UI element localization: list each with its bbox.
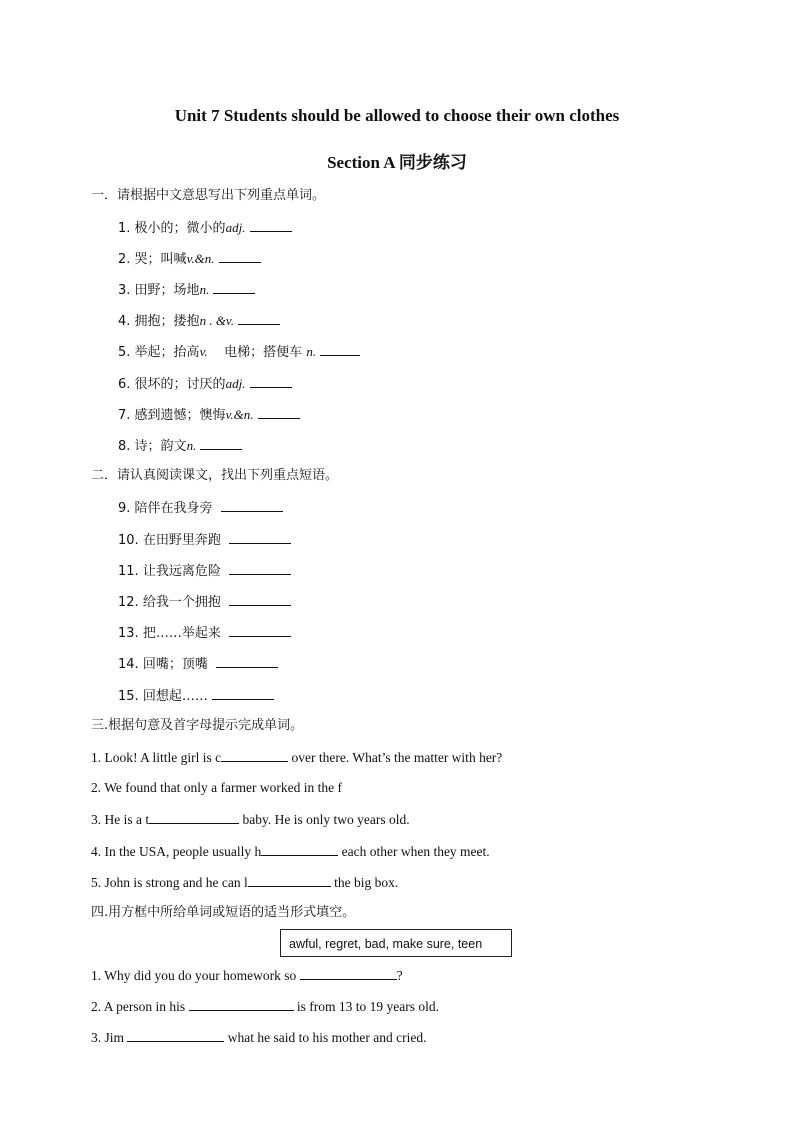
- answer-blank[interactable]: [229, 562, 291, 575]
- part1-item-3: 3. 田野；场地n.: [118, 281, 255, 299]
- part3-heading: 三.根据句意及首字母提示完成单词。: [91, 718, 304, 733]
- answer-blank[interactable]: [229, 593, 291, 606]
- part2-item-10: 10. 在田野里奔跑: [118, 531, 291, 549]
- worksheet-subtitle: Section A 同步练习: [327, 153, 467, 172]
- part2-item-15: 15. 回想起……: [118, 687, 274, 705]
- answer-blank[interactable]: [216, 655, 278, 668]
- part2-item-9: 9. 陪伴在我身旁: [118, 499, 283, 517]
- part4-heading: 四.用方框中所给单词或短语的适当形式填空。: [91, 905, 356, 920]
- part2-item-11: 11. 让我远离危险: [118, 562, 291, 580]
- answer-blank[interactable]: [258, 406, 300, 419]
- answer-blank[interactable]: [248, 874, 331, 887]
- answer-blank[interactable]: [229, 531, 291, 544]
- answer-blank[interactable]: [213, 281, 255, 294]
- answer-blank[interactable]: [229, 624, 291, 637]
- answer-blank[interactable]: [261, 843, 338, 856]
- part1-item-5: 5. 举起；抬高v. 电梯；搭便车 n.: [118, 343, 360, 361]
- answer-blank[interactable]: [250, 219, 292, 232]
- part3-question-3: 3. He is a t baby. He is only two years old.: [91, 812, 410, 827]
- part1-item-4: 4. 拥抱；搂抱n . &v.: [118, 312, 280, 330]
- part1-item-7: 7. 感到遗憾；懊悔v.&n.: [118, 406, 300, 424]
- part4-question-2: 2. A person in his is from 13 to 19 years old.: [91, 999, 439, 1014]
- part3-question-2: 2. We found that only a farmer worked in the f: [91, 780, 342, 795]
- part2-item-12: 12. 给我一个拥抱: [118, 593, 291, 611]
- answer-blank[interactable]: [189, 998, 294, 1011]
- part1-item-8: 8. 诗；韵文n.: [118, 437, 242, 455]
- part4-question-1: 1. Why did you do your homework so ?: [91, 968, 403, 983]
- part2-item-14: 14. 回嘴；顶嘴: [118, 655, 278, 673]
- answer-blank[interactable]: [250, 375, 292, 388]
- answer-blank[interactable]: [219, 250, 261, 263]
- part1-item-1: 1. 极小的；微小的adj.: [118, 219, 292, 237]
- part4-question-3: 3. Jim what he said to his mother and cried.: [91, 1030, 427, 1045]
- part3-question-4: 4. In the USA, people usually h each other when they meet.: [91, 844, 490, 859]
- part1-item-2: 2. 哭；叫喊v.&n.: [118, 250, 261, 268]
- part1-item-6: 6. 很坏的；讨厌的adj.: [118, 375, 292, 393]
- answer-blank[interactable]: [212, 687, 274, 700]
- part3-question-5: 5. John is strong and he can l the big box.: [91, 875, 399, 890]
- answer-blank[interactable]: [127, 1029, 224, 1042]
- answer-blank[interactable]: [300, 967, 397, 980]
- answer-blank[interactable]: [221, 499, 283, 512]
- answer-blank[interactable]: [238, 312, 280, 325]
- answer-blank[interactable]: [200, 437, 242, 450]
- part1-heading: 一．请根据中文意思写出下列重点单词。: [91, 188, 326, 203]
- part2-heading: 二．请认真阅读课文，找出下列重点短语。: [91, 468, 339, 483]
- word-bank-box: awful, regret, bad, make sure, teen: [280, 929, 512, 957]
- answer-blank[interactable]: [221, 749, 288, 762]
- worksheet-title: Unit 7 Students should be allowed to choose their own clothes: [174, 106, 620, 125]
- answer-blank[interactable]: [320, 343, 360, 356]
- answer-blank[interactable]: [149, 811, 239, 824]
- part3-question-1: 1. Look! A little girl is c over there. What’s the matter with her?: [91, 750, 503, 765]
- part2-item-13: 13. 把……举起来: [118, 624, 291, 642]
